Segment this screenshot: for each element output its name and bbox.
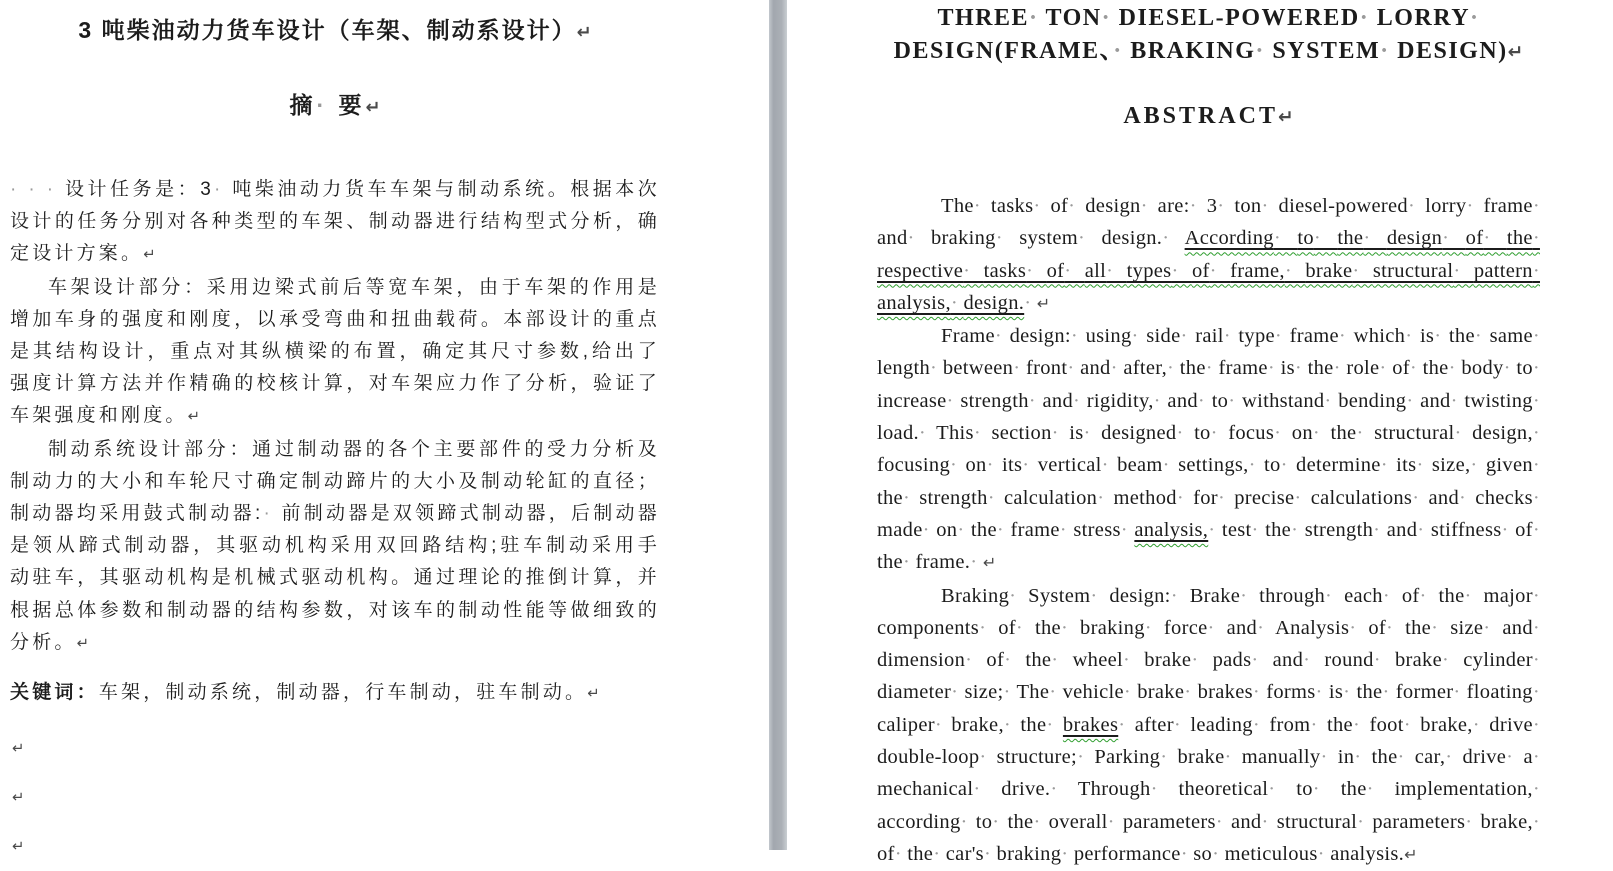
paragraph-text: 制动系统设计部分：通过制动器的各个主要部件的受力分析及制动力的大小和车轮尺寸确定制动蹄片的大小及制动轮缸的直径；制动器均采用鼓式制动器:· 前制动器是双领蹄式制动器，后制动器是领从蹄式制动器，其驱动机构采用双回路结构;驻车制动采用手动驻车，其驱动机构是机械式驱动机构。通过理论的推倒计算，并根据总体参数和制动器的结构参数，对该车的制动性能等做细致的分析。 — [10, 438, 660, 653]
abstract-heading-zh-text: 摘· 要 — [289, 92, 366, 118]
empty-paragraphs — [12, 724, 660, 871]
page-english-abstract — [787, 0, 1613, 865]
title-text: DESIGN(FRAME、· BRAKING· SYSTEM· DESIGN) — [893, 38, 1508, 64]
thesis-title-en-line1 — [877, 2, 1540, 35]
paragraph-mark: ↵ — [576, 22, 592, 43]
paragraph-mark: ↵ — [1507, 42, 1524, 63]
paragraph-mark: ↵ — [1404, 844, 1418, 864]
title-text: THREE· TON· DIESEL-POWERED· LORRY· — [937, 5, 1480, 31]
abstract-body-en — [877, 190, 1540, 871]
paragraph-text: Frame· design:· using· side· rail· type· frame· which· is· the· same· length· between· front· and· after,· the· frame· is· the· role· of· the· body· to· increase· strength· and· rigidity,· and· to· withstand· bending· and· twisting· load.· This· section· is· designed· to· focus· on· the· structural· design,· focusing· on· its· vertical· beam· settings,· to· determine· its· size,· given· the· strength· calculation· method· for· precise· calculations· and· checks· made· on· the· frame· stress· — [877, 325, 1541, 541]
abstract-paragraph-zh-3 — [10, 434, 660, 660]
empty-paragraph — [12, 724, 660, 773]
paragraph-text: 车架设计部分：采用边梁式前后等宽车架，由于车架的作用是增加车身的强度和刚度，以承受弯曲和扭曲载荷。本部设计的重点是其结构设计，重点对其纵横梁的布置，确定其尺寸参数,给出了强度计算方法并作精确的校核计算，对车架应力作了分析，验证了车架强度和刚度。 — [10, 276, 660, 427]
chinese-text-column — [10, 12, 660, 871]
paragraph-mark: ↵ — [143, 246, 156, 264]
abstract-paragraph-en-3 — [877, 580, 1540, 871]
thesis-title-en — [877, 2, 1540, 69]
abstract-heading-en-text: ABSTRACT — [1123, 103, 1279, 129]
empty-paragraph — [12, 822, 660, 871]
page-chinese-abstract — [0, 0, 769, 855]
page-gap-divider — [769, 0, 787, 850]
empty-paragraph — [12, 773, 660, 822]
thesis-title-zh-text: 3 吨柴油动力货车设计（车架、制动系设计） — [78, 17, 577, 43]
english-text-column — [877, 2, 1540, 871]
paragraph-mark: ↵ — [982, 553, 997, 573]
underlined-text — [1063, 714, 1118, 736]
abstract-heading-zh — [10, 87, 660, 120]
abstract-paragraph-zh-1 — [10, 174, 660, 272]
abstract-paragraph-en-1 — [877, 190, 1540, 320]
thesis-title-en-line2 — [877, 35, 1540, 69]
keywords-label: 关键词： — [10, 682, 99, 704]
abstract-paragraph-en-2 — [877, 320, 1540, 579]
underlined-text — [1134, 519, 1208, 541]
paragraph-mark: ↵ — [365, 97, 381, 118]
grammar-flagged-text: analysis, — [1134, 518, 1209, 541]
keywords-line — [10, 677, 660, 710]
paragraph-text: · test· the· strength· and· stiffness· of· the· frame.· — [877, 518, 1540, 574]
thesis-title-zh — [10, 12, 660, 45]
paragraph-mark: ↵ — [12, 739, 25, 757]
paragraph-text: The· tasks· of· design· are:· 3· ton· diesel-powered· lorry· frame· and· braking· system· design.· — [877, 195, 1540, 250]
paragraph-mark: ↵ — [1036, 293, 1051, 313]
grammar-flagged-text: According· to· the· design· of· the· respective· tasks· of· all· types· of· frame,· brake· structural· pattern· analysis,· design. — [877, 227, 1540, 314]
paragraph-mark: ↵ — [12, 788, 25, 806]
paragraph-mark: ↵ — [587, 685, 600, 703]
grammar-flagged-text: brakes — [1062, 713, 1119, 736]
paragraph-mark: ↵ — [12, 837, 25, 855]
paragraph-mark: ↵ — [76, 634, 90, 652]
paragraph-text: Braking· System· design:· Brake· through· each· of· the· major· components· of· the· braking· force· and· Analysis· of· the· size· and· dimension· of· the· wheel· brake· pads· and· round· brake· cylinder· diameter· size;· The· vehicle· brake· brakes· forms· is· the· former· floating· caliper· brake,· the· — [877, 584, 1541, 736]
keywords-text: 车架，制动系统，制动器，行车制动，驻车制动。 — [98, 682, 588, 704]
paragraph-mark: ↵ — [1278, 107, 1294, 128]
paragraph-text: · · · 设计任务是：3· 吨柴油动力货车车架与制动系统。根据本次设计的任务分别对各种类型的车架、制动器进行结构型式分析，确定设计方案。 — [10, 179, 660, 265]
paragraph-mark: ↵ — [187, 408, 201, 426]
paragraph-text: · — [1024, 291, 1037, 314]
abstract-paragraph-zh-2 — [10, 272, 660, 434]
abstract-body-zh — [10, 174, 660, 871]
paragraph-text: · after· leading· from· the· foot· brake,· drive· double-loop· structure;· Parking· brake· manually· in· the· car,· drive· a· mechanical· drive.· Through· theoretical· to· the· implementation,· according· to· the· overall· parameters· and· structural· parameters· brake,· of· the· car's· braking· performance· so· meticulous· analysis. — [877, 713, 1541, 865]
abstract-heading-en — [877, 103, 1540, 130]
